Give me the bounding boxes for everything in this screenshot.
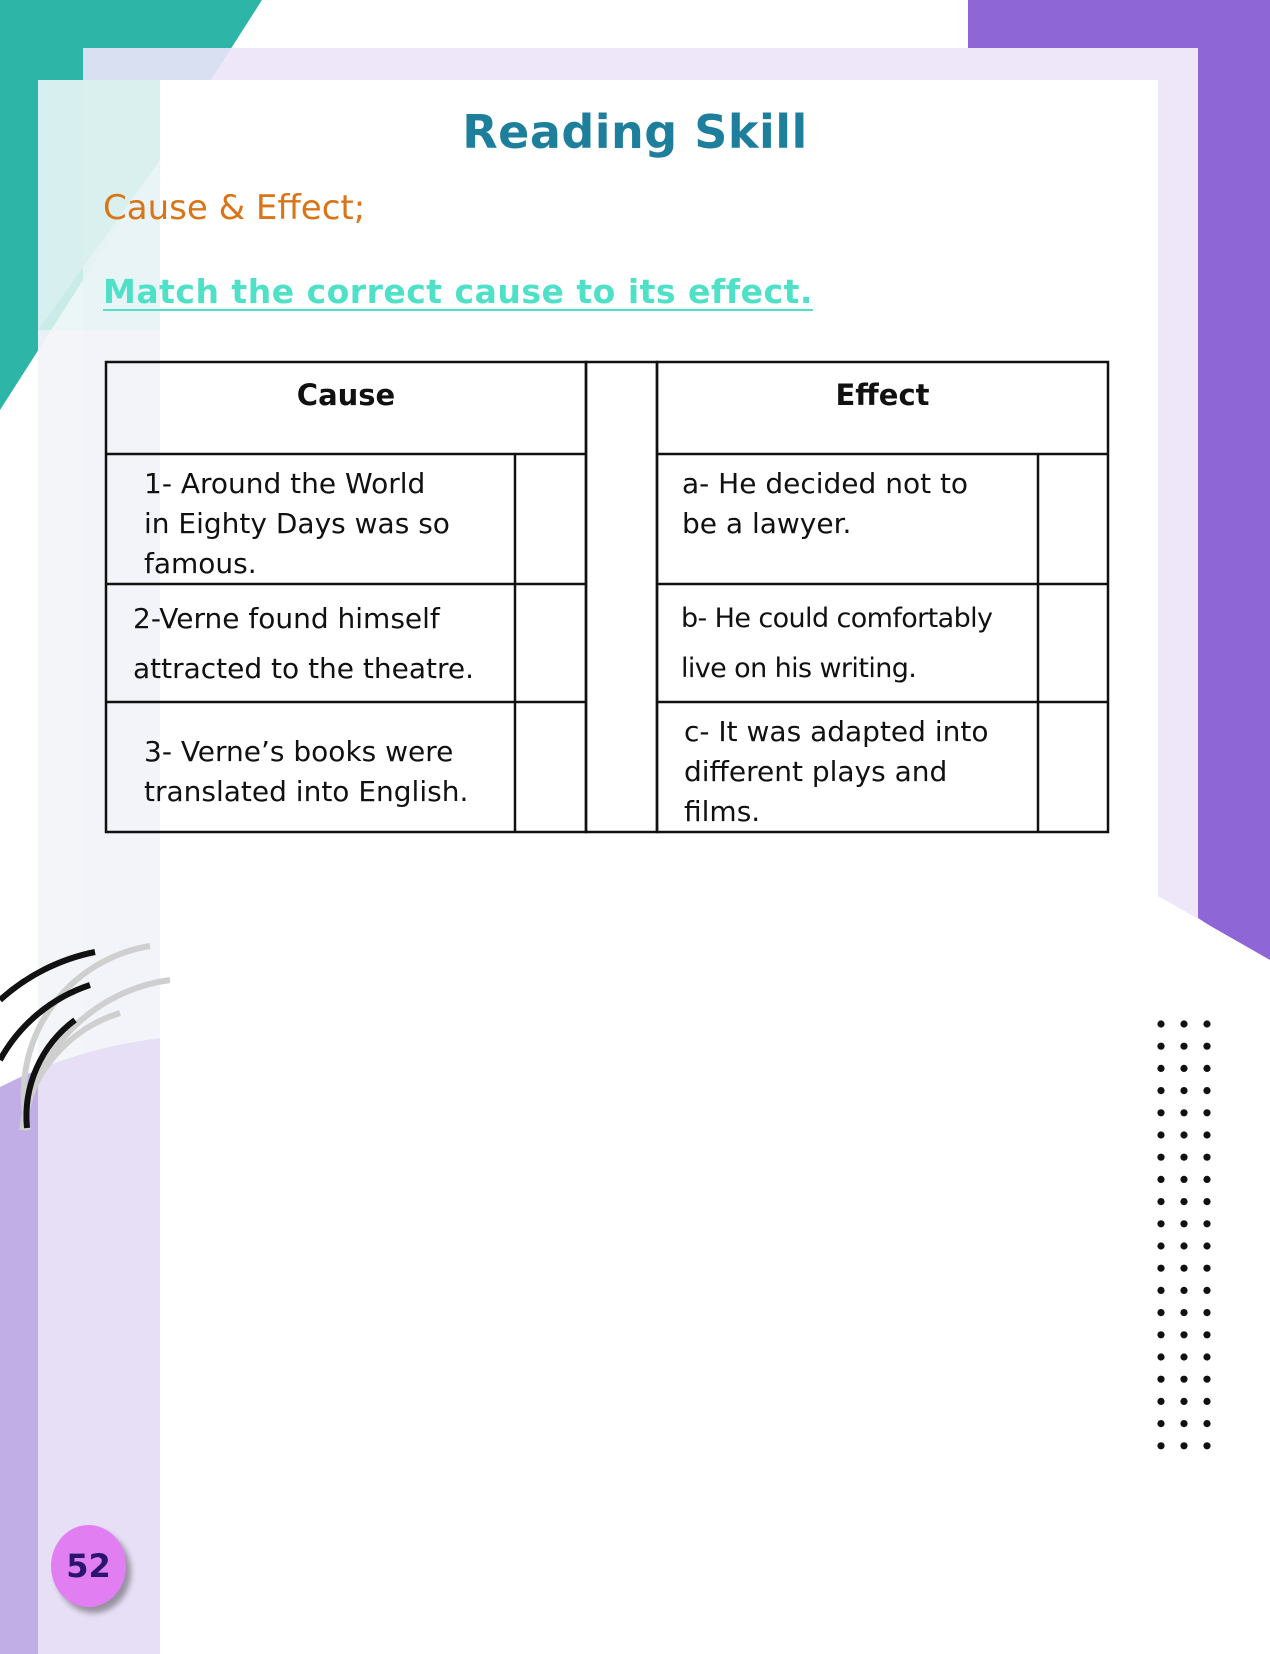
effect-c-text: c- It was adapted into different plays and films. xyxy=(684,715,989,828)
effect-header: Effect xyxy=(835,378,930,412)
cause-2-answer-box[interactable] xyxy=(517,586,584,700)
effect-a-text: a- He decided not to be a lawyer. xyxy=(682,467,969,540)
cause-1-answer-box[interactable] xyxy=(517,456,584,582)
cause-2-text: 2-Verne found himself attracted to the theatre. xyxy=(133,602,475,685)
cause-3-answer-box[interactable] xyxy=(517,704,584,830)
section-subtitle: Cause & Effect; xyxy=(103,188,366,228)
cause-1-text: 1- Around the World in Eighty Days was so famous. xyxy=(144,467,450,580)
page-title: Reading Skill xyxy=(462,105,808,159)
effect-c-answer-box[interactable] xyxy=(1040,704,1106,830)
effect-a-answer-box[interactable] xyxy=(1040,456,1106,582)
effect-b-text: b- He could comfortably live on his writing. xyxy=(681,603,993,684)
exercise-instruction: Match the correct cause to its effect. xyxy=(103,272,813,311)
effect-b-answer-box[interactable] xyxy=(1040,586,1106,700)
middle-column-border xyxy=(586,362,657,832)
cause-header: Cause xyxy=(296,378,396,412)
cause-3-text: 3- Verne’s books were translated into English. xyxy=(144,735,469,808)
page-number: 52 xyxy=(66,1547,111,1585)
